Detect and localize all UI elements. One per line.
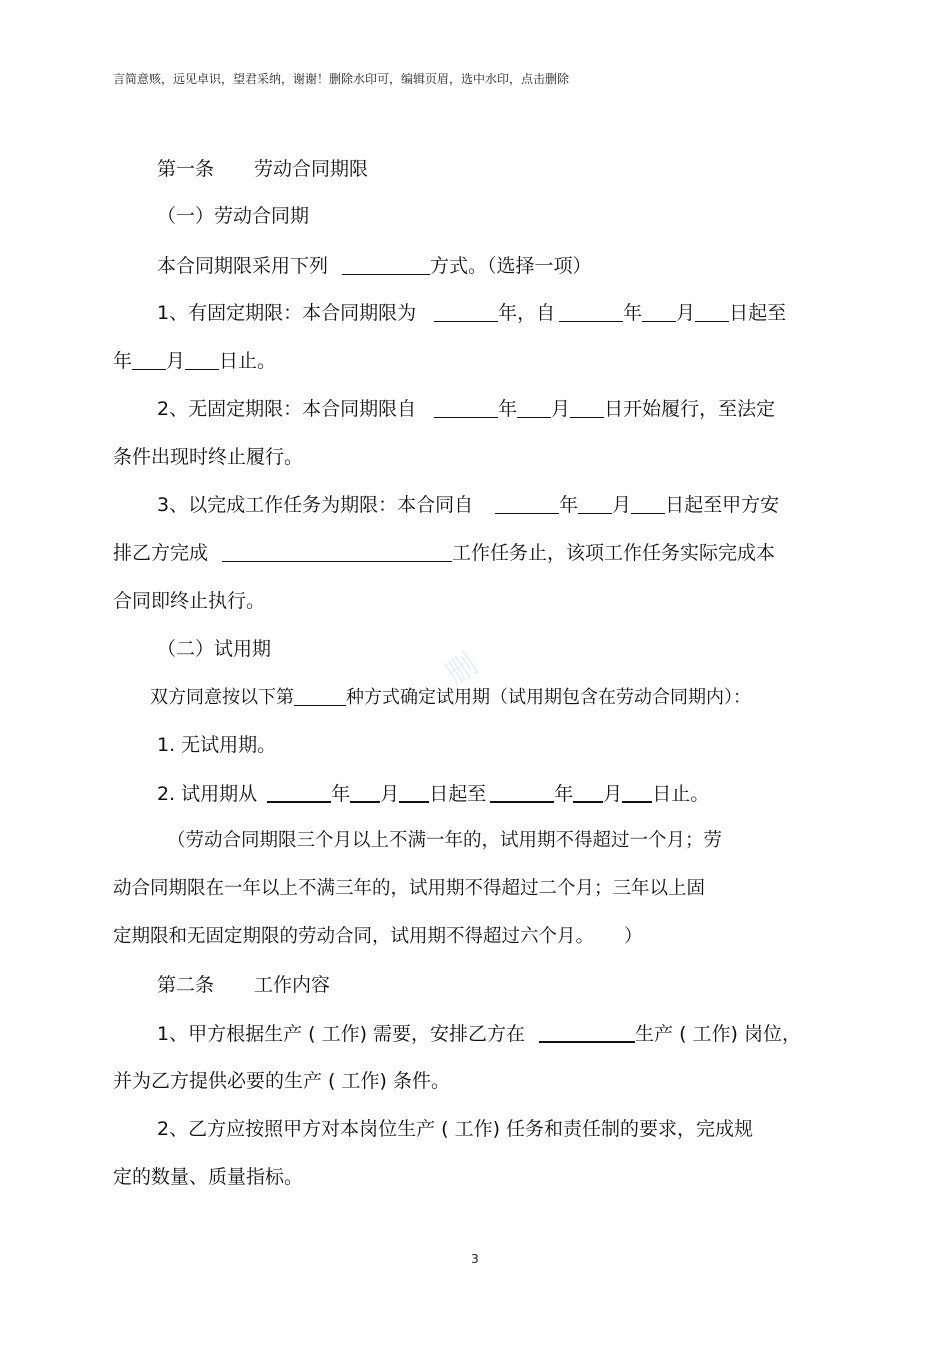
blank-task-name[interactable] [222, 541, 452, 562]
term-mode-line: 本合同期限采用下列 方式。（选择一项） [157, 255, 592, 277]
blank-years[interactable] [434, 301, 498, 322]
watermark: 删 [439, 646, 485, 693]
probation-option-1: 1. 无试用期。 [157, 734, 277, 756]
article-2-number: 第二条 [157, 974, 215, 996]
probation-note-line3: 定期限和无固定期限的劳动合同，试用期不得超过六个月。 ） [113, 926, 643, 947]
page-number: 3 [471, 1252, 479, 1266]
article-1-heading [157, 157, 368, 181]
probation-mode-line: 双方同意按以下第 种方式确定试用期（试用期包含在劳动合同期内）： [150, 687, 751, 708]
article-2-title: 工作内容 [254, 974, 331, 996]
option-3-line1: 3、以完成工作任务为期限：本合同自 年 月 日起至甲方安 [157, 494, 780, 516]
option-1-line2: 年 月 日止。 [113, 350, 277, 372]
blank-task-month[interactable] [578, 493, 612, 514]
blank-prob-end-month[interactable] [573, 781, 603, 803]
blank-prob-end-day[interactable] [622, 781, 652, 803]
blank-task-year[interactable] [495, 493, 559, 514]
section-1-heading: （一）劳动合同期 [157, 205, 310, 227]
blank-prob-start-day[interactable] [399, 781, 429, 803]
work-clause-1-line2: 并为乙方提供必要的生产 ( 工作) 条件。 [113, 1070, 450, 1092]
blank-probation-mode[interactable] [294, 685, 346, 706]
blank-end-day[interactable] [185, 349, 219, 370]
blank-task-day[interactable] [631, 493, 665, 514]
blank-position[interactable] [539, 1021, 635, 1043]
option-3-line2: 排乙方完成 工作任务止，该项工作任务实际完成本 [113, 542, 776, 564]
probation-note-line1: （劳动合同期限三个月以上不满一年的，试用期不得超过一个月；劳 [167, 830, 723, 851]
option-3-line3: 合同即终止执行。 [113, 590, 266, 612]
option-2-line1: 2、无固定期限：本合同期限自 年 月 日开始履行，至法定 [157, 398, 776, 420]
header-note: 言简意赅，远见卓识，望君采纳，谢谢！删除水印可，编辑页眉，选中水印，点击删除 [113, 72, 570, 86]
blank-prob-start-month[interactable] [350, 781, 380, 803]
blank-start-day[interactable] [695, 301, 729, 322]
work-clause-2-line2: 定的数量、质量指标。 [113, 1166, 304, 1188]
blank-open-year[interactable] [434, 397, 498, 418]
blank-open-month[interactable] [517, 397, 551, 418]
probation-option-2: 2. 试用期从 年 月 日起至 年 月 日止。 [157, 783, 710, 805]
blank-end-month[interactable] [132, 349, 166, 370]
probation-note-line2: 动合同期限在一年以上不满三年的，试用期不得超过二个月；三年以上固 [113, 878, 706, 899]
article-1-number: 第一条 [157, 158, 215, 180]
article-1-title: 劳动合同期限 [254, 158, 369, 180]
work-clause-1-line1: 1、甲方根据生产 ( 工作) 需要，安排乙方在 生产 ( 工作) 岗位， [157, 1023, 801, 1045]
section-2-heading: （二）试用期 [157, 638, 272, 660]
article-2-heading [157, 973, 330, 997]
blank-prob-start-year[interactable] [267, 781, 331, 803]
blank-start-month[interactable] [642, 301, 676, 322]
blank-start-year[interactable] [559, 301, 623, 322]
blank-term-mode[interactable] [342, 254, 430, 275]
work-clause-2-line1: 2、乙方应按照甲方对本岗位生产 ( 工作) 任务和责任制的要求，完成规 [157, 1118, 754, 1140]
blank-open-day[interactable] [570, 397, 604, 418]
option-2-line2: 条件出现时终止履行。 [113, 446, 304, 468]
blank-prob-end-year[interactable] [490, 781, 554, 803]
option-1-line1: 1、有固定期限：本合同期限为 年，自 年 月 日起至 [157, 302, 787, 324]
